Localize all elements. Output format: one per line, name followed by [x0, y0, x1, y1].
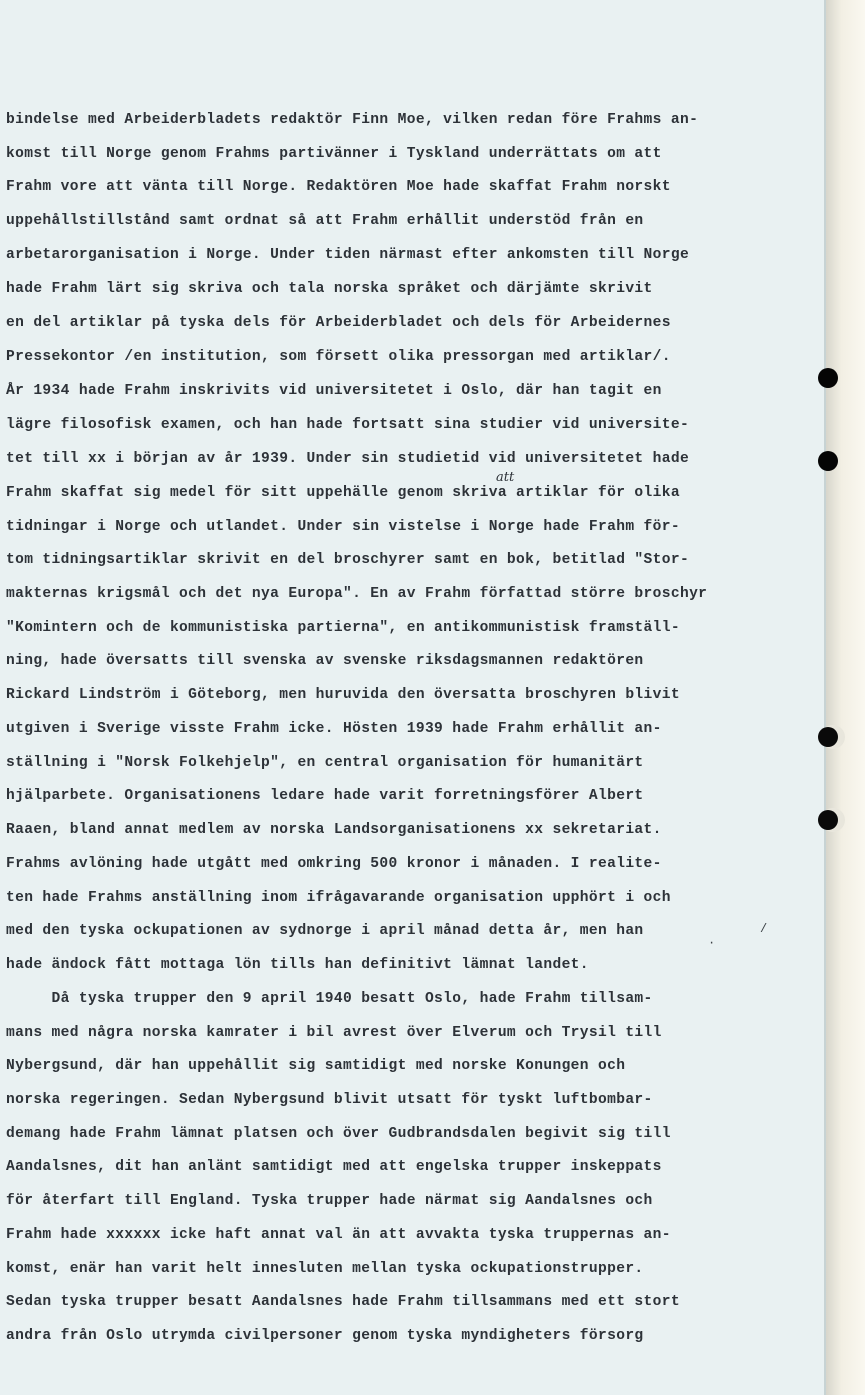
text-line: makternas krigsmål och det nya Europa". En av Frahm författad större broschyr [6, 586, 708, 602]
text-line: en del artiklar på tyska dels för Arbeiderbladet och dels för Arbeidernes [6, 315, 671, 331]
text-line: ställning i "Norsk Folkehjelp", en central organisation för humanitärt [6, 755, 644, 771]
text-line: Då tyska trupper den 9 april 1940 besatt Oslo, hade Frahm tillsam- [6, 991, 653, 1007]
text-line: för återfart till England. Tyska trupper hade närmat sig Aandalsnes och [6, 1193, 653, 1209]
text-line: "Komintern och de kommunistiska partierna", en antikommunistisk framställ- [6, 620, 680, 636]
text-line: hade ändock fått mottaga lön tills han definitivt lämnat landet. [6, 957, 589, 973]
text-line: med den tyska ockupationen av sydnorge i april månad detta år, men han [6, 923, 644, 939]
punch-hole [818, 368, 838, 388]
text-line: tidningar i Norge och utlandet. Under sin vistelse i Norge hade Frahm för- [6, 519, 680, 535]
stray-mark: / [760, 922, 768, 936]
text-line: tet till xx i början av år 1939. Under sin studietid vid universitetet hade [6, 451, 690, 467]
text-line: komst till Norge genom Frahms partivänner i Tyskland underrättats om att [6, 146, 662, 162]
text-line: norska regeringen. Sedan Nybergsund blivit utsatt för tyskt luftbombar- [6, 1092, 653, 1108]
text-line: andra från Oslo utrymda civilpersoner genom tyska myndigheters försorg [6, 1328, 644, 1344]
text-line: hade Frahm lärt sig skriva och tala norska språket och därjämte skrivit [6, 281, 653, 297]
text-line: Aandalsnes, dit han anlänt samtidigt med att engelska trupper inskeppats [6, 1159, 662, 1175]
text-line: mans med några norska kamrater i bil avrest över Elverum och Trysil till [6, 1025, 662, 1041]
text-line: Frahm hade xxxxxx icke haft annat val än att avvakta tyska truppernas an- [6, 1227, 671, 1243]
text-line: Frahms avlöning hade utgått med omkring 500 kronor i månaden. I realite- [6, 856, 662, 872]
text-line: Sedan tyska trupper besatt Aandalsnes hade Frahm tillsammans med ett stort [6, 1294, 680, 1310]
stray-mark: · [708, 936, 716, 950]
text-line: uppehållstillstånd samt ordnat så att Frahm erhållit understöd från en [6, 213, 644, 229]
punch-hole [818, 810, 838, 830]
text-line: lägre filosofisk examen, och han hade fortsatt sina studier vid universite- [6, 417, 690, 433]
handwritten-insertion: att [496, 470, 515, 485]
text-line: Frahm vore att vänta till Norge. Redaktören Moe hade skaffat Frahm norskt [6, 179, 671, 195]
punch-hole [818, 451, 838, 471]
text-line: utgiven i Sverige visste Frahm icke. Hösten 1939 hade Frahm erhållit an- [6, 721, 662, 737]
text-line: tom tidningsartiklar skrivit en del broschyrer samt en bok, betitlad "Stor- [6, 552, 690, 568]
text-line: Raaen, bland annat medlem av norska Landsorganisationens xx sekretariat. [6, 822, 662, 838]
text-line: demang hade Frahm lämnat platsen och över Gudbrandsdalen begivit sig till [6, 1126, 671, 1142]
text-line: Pressekontor /en institution, som försett olika pressorgan med artiklar/. [6, 349, 671, 365]
text-line: Frahm skaffat sig medel för sitt uppehälle genom skriva artiklar för olika [6, 485, 680, 501]
text-line: År 1934 hade Frahm inskrivits vid universitetet i Oslo, där han tagit en [6, 383, 662, 399]
text-line: ning, hade översatts till svenska av svenske riksdagsmannen redaktören [6, 653, 644, 669]
text-line: hjälparbete. Organisationens ledare hade varit forretningsförer Albert [6, 788, 644, 804]
text-line: Nybergsund, där han uppehållit sig samtidigt med norske Konungen och [6, 1058, 626, 1074]
page-edge [826, 0, 865, 1395]
text-line: Rickard Lindström i Göteborg, men huruvida den översatta broschyren blivit [6, 687, 680, 703]
text-line: komst, enär han varit helt innesluten mellan tyska ockupationstrupper. [6, 1261, 644, 1277]
text-line: arbetarorganisation i Norge. Under tiden närmast efter ankomsten till Norge [6, 247, 690, 263]
text-line: ten hade Frahms anställning inom ifrågavarande organisation upphört i och [6, 890, 671, 906]
text-line: bindelse med Arbeiderbladets redaktör Finn Moe, vilken redan före Frahms an- [6, 112, 699, 128]
punch-hole [818, 727, 838, 747]
